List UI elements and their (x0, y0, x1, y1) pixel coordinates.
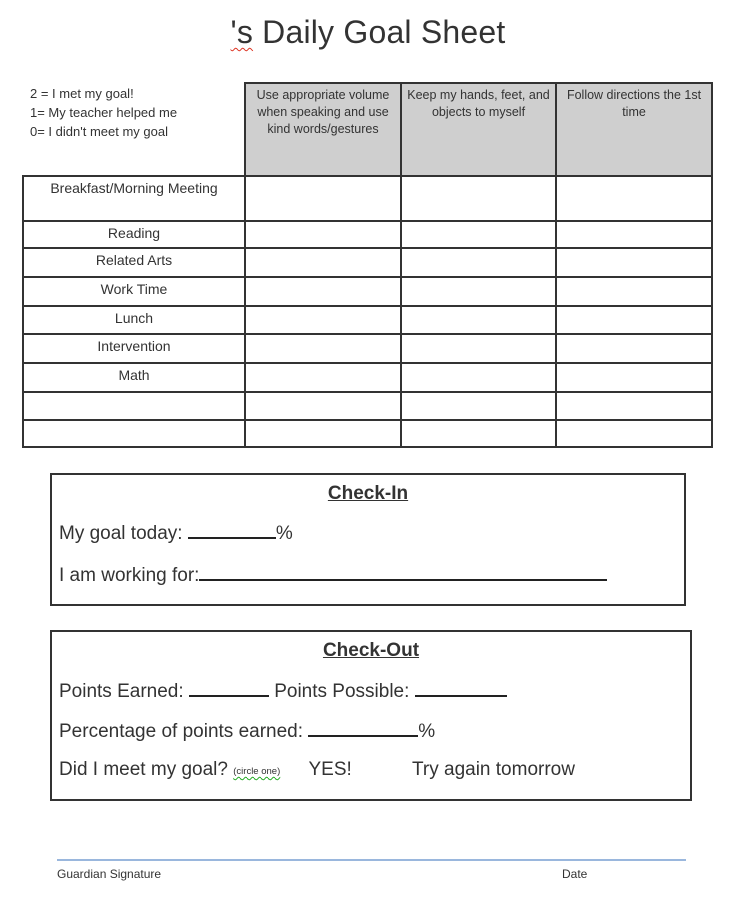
score-cell[interactable] (556, 306, 712, 334)
score-cell[interactable] (556, 248, 712, 277)
table-row (23, 420, 712, 447)
period-label: Math (23, 363, 245, 392)
points-earned-field[interactable] (189, 679, 269, 697)
goal-header: Follow directions the 1st time (556, 83, 712, 176)
legend-item: 2 = I met my goal! (30, 86, 134, 101)
met-goal-label: Did I meet my goal? (59, 759, 228, 780)
table-row (23, 392, 712, 420)
guardian-signature-label: Guardian Signature (57, 867, 162, 881)
table-row (23, 221, 712, 248)
score-cell[interactable] (245, 363, 401, 392)
option-yes[interactable]: YES! (308, 759, 352, 780)
score-cell[interactable] (556, 277, 712, 306)
goal-today-label: My goal today: (59, 523, 183, 544)
percentage-row (59, 719, 435, 743)
score-cell[interactable] (245, 176, 401, 221)
score-cell[interactable] (401, 248, 556, 277)
score-cell[interactable] (401, 176, 556, 221)
period-label[interactable] (23, 392, 245, 420)
score-cell[interactable] (245, 334, 401, 363)
score-cell[interactable] (556, 176, 712, 221)
table-row (23, 334, 712, 363)
score-cell[interactable] (401, 306, 556, 334)
percent-sign: % (275, 523, 293, 544)
goal-today-row (59, 521, 293, 545)
table-row (23, 363, 712, 392)
score-cell[interactable] (556, 363, 712, 392)
score-cell[interactable] (245, 277, 401, 306)
goal-header: Use appropriate volume when speaking and use kind words/gestures (245, 83, 401, 176)
goal-today-field[interactable] (188, 521, 276, 539)
table-row (23, 306, 712, 334)
score-cell[interactable] (401, 221, 556, 248)
date-label: Date (562, 867, 588, 881)
period-label[interactable] (23, 420, 245, 447)
percentage-field[interactable] (308, 719, 418, 737)
score-cell[interactable] (401, 334, 556, 363)
score-cell[interactable] (556, 334, 712, 363)
working-for-row (59, 563, 607, 587)
score-cell[interactable] (401, 363, 556, 392)
goal-header: Keep my hands, feet, and objects to myself (401, 83, 556, 176)
option-try-again[interactable]: Try again tomorrow (412, 759, 575, 780)
score-cell[interactable] (401, 277, 556, 306)
period-label: Related Arts (23, 248, 245, 277)
score-cell[interactable] (556, 420, 712, 447)
period-label: Reading (23, 221, 245, 248)
score-cell[interactable] (556, 221, 712, 248)
legend-item: 0= I didn't meet my goal (30, 124, 168, 139)
score-cell[interactable] (245, 420, 401, 447)
score-cell[interactable] (556, 392, 712, 420)
working-for-label: I am working for: (59, 565, 200, 586)
check-out-box (50, 630, 692, 801)
check-out-title: Check-Out (322, 640, 420, 661)
period-label: Breakfast/Morning Meeting (23, 176, 245, 221)
score-legend (30, 84, 242, 141)
working-for-field[interactable] (199, 563, 607, 581)
points-row (59, 679, 507, 703)
title-name-suffix: 's (230, 14, 254, 50)
signature-line[interactable] (57, 859, 686, 861)
score-cell[interactable] (245, 392, 401, 420)
check-in-title: Check-In (327, 483, 409, 504)
circle-one-note: (circle one) (233, 766, 281, 777)
met-goal-row (59, 759, 575, 781)
points-possible-field[interactable] (415, 679, 507, 697)
table-row (23, 277, 712, 306)
points-possible-label: Points Possible: (274, 681, 410, 702)
score-cell[interactable] (401, 420, 556, 447)
period-label: Work Time (23, 277, 245, 306)
table-row (23, 176, 712, 221)
score-cell[interactable] (401, 392, 556, 420)
percent-sign: % (418, 721, 436, 742)
period-label: Lunch (23, 306, 245, 334)
percentage-label: Percentage of points earned: (59, 721, 304, 742)
score-cell[interactable] (245, 248, 401, 277)
legend-item: 1= My teacher helped me (30, 105, 178, 120)
score-cell[interactable] (245, 221, 401, 248)
points-earned-label: Points Earned: (59, 681, 184, 702)
period-label: Intervention (23, 334, 245, 363)
score-cell[interactable] (245, 306, 401, 334)
title-text: Daily Goal Sheet (253, 14, 506, 50)
check-in-box (50, 473, 686, 606)
page-title (0, 14, 736, 51)
table-row (23, 248, 712, 277)
